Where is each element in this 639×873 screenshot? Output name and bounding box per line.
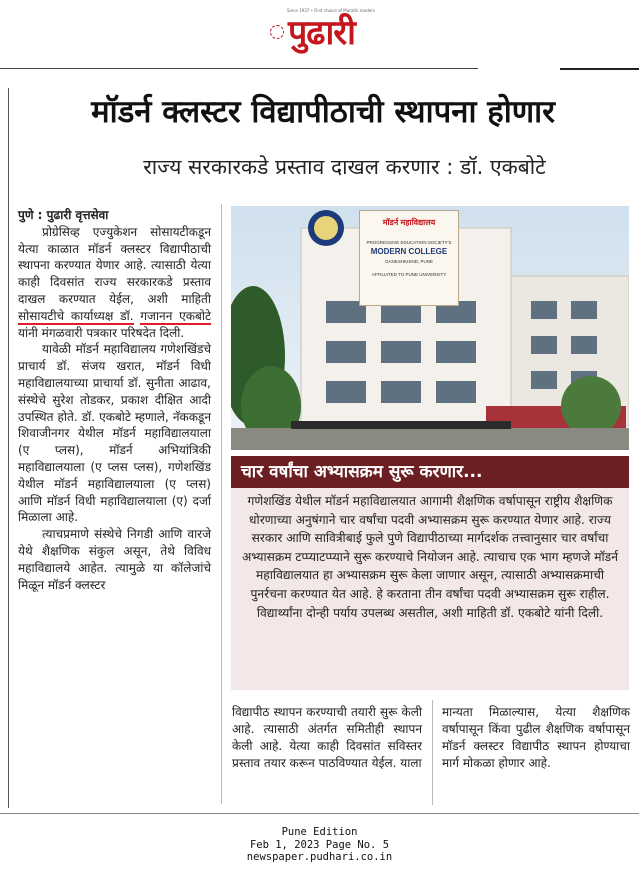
sign-line-2: PROGRESSIVE EDUCATION SOCIETY'S — [366, 240, 452, 245]
article-paragraph-2: यावेळी मॉडर्न महाविद्यालय गणेशखिंडचे प्राचार्य डॉ. संजय खरात, मॉडर्न विधी महाविद्यालयाच्या प्राचार्या डॉ. सुनीता आढाव, संस्थेचे सुरेश तोडकर, प्रकाश दीक्षित आदी उपस्थित होते. डॉ. एकबोटे म्हणाले, नॅककडून शिवाजीनगर येथील मॉडर्न महाविद्यालयाला (ए प्लस), मॉडर्न अभियांत्रिकी महाविद्यालयाला (ए प्लस प्लस), गणेशखिंड येथील मॉडर्न महाविद्यालयाला (ए प्लस) आणि मॉडर्न विधी महाविद्यालयाला (ए) दर्जा मिळाला आहे. — [18, 342, 211, 525]
masthead — [0, 0, 639, 70]
sign-line-1: मॉडर्न महाविद्यालय — [382, 218, 436, 227]
sign-line-5: AFFILIATED TO PUNE UNIVERSITY — [371, 272, 447, 277]
paragraph-1-text: प्रोग्रेसिव्ह एज्युकेशन सोसायटीकडून येत्या काळात मॉडर्न क्लस्टर विद्यापीठाची स्थापना करण्यात येणार आहे. त्यासाठी येत्या काही दिवसांत राज्य सरकारकडे प्रस्ताव दाखल करण्यात येईल, अशी माहिती — [18, 224, 211, 306]
bottom-rule — [0, 813, 639, 814]
article-paragraph-3: त्याचप्रमाणे संस्थेचे निगडी आणि वारजे येथे शैक्षणिक संकुल असून, तेथे विविध महाविद्यालये आहेत. त्यामुळे या कॉलेजांचे मिळून मॉडर्न क्लस्टर — [18, 527, 211, 592]
column-divider-left — [221, 204, 222, 804]
college-building-photo — [231, 206, 629, 450]
sign-line-4: GANESHKHIND, PUNE — [384, 259, 433, 264]
article-headline: मॉडर्न क्लस्टर विद्यापीठाची स्थापना होणार — [91, 94, 555, 130]
article-dateline: पुणे : पुढारी वृत्तसेवा — [18, 208, 109, 222]
footer-url[interactable]: newspaper.pudhari.co.in — [246, 851, 393, 863]
logo-emblem-icon — [270, 25, 284, 39]
article-left-column — [18, 207, 211, 593]
highlighted-name-line-2: गजानन एकबोटे — [140, 308, 211, 323]
paragraph-1-ending: यांनी मंगळवारी पत्रकार परिषदेत दिली. — [18, 325, 185, 340]
top-rule-right — [560, 68, 639, 70]
sign-line-3: MODERN COLLEGE — [370, 247, 448, 256]
top-rule-left — [0, 68, 478, 69]
sidebar-box — [231, 456, 629, 690]
page-footer — [0, 826, 639, 864]
left-margin-line — [8, 88, 9, 808]
masthead-tagline: Since 1937 • First choice of Marathi readers — [287, 8, 375, 13]
footer-edition: Pune Edition — [281, 826, 358, 838]
article-column-3: मान्यता मिळाल्यास, येत्या शैक्षणिक वर्षापासून किंवा पुढील शैक्षणिक वर्षापासून मॉडर्न क्लस्टर विद्यापीठ स्थापन होण्याचा मार्ग मोकळा होणार आहे. — [442, 705, 630, 770]
college-signboard — [359, 210, 459, 306]
article-column-2: विद्यापीठ स्थापन करण्याची तयारी सुरू केली आहे. त्यासाठी अंतर्गत समितीही स्थापन केली आहे. येत्या काही दिवसांत सविस्तर प्रस्ताव तयार करून पाठविण्यात येईल. याला — [232, 705, 422, 770]
sidebar-body: गणेशखिंड येथील मॉडर्न महाविद्यालयात आगामी शैक्षणिक वर्षापासून राष्ट्रीय शैक्षणिक धोरणाच्या अनुषंगाने चार वर्षांचा पदवी अभ्यासक्रम सुरू करण्यात येणार आहे. राज्य सरकार आणि सावित्रीबाई फुले पुणे विद्यापीठाच्या मार्गदर्शक तत्त्वानुसार चार वर्षांचा अभ्यासक्रम टप्प्याटप्प्याने सुरू करण्याचे नियोजन आहे. त्याचाच एक भाग म्हणजे मॉडर्न महाविद्यालयात हा अभ्यासक्रम सुरू केला जाणार असून, त्यासाठी अभ्यासक्रमाची पुनर्रचना करण्यात येत आहे. हे करताना तीन वर्षांचा पदवी अभ्यासक्रम सुरू राहील. विद्यार्थ्यांना दोन्ही पर्याय उपलब्ध असतील, अशी माहिती डॉ. एकबोटे यांनी दिली. — [242, 494, 618, 620]
sidebar-title: चार वर्षांचा अभ्यासक्रम सुरू करणार... — [231, 456, 629, 488]
highlighted-name-line-1: सोसायटीचे कार्याध्यक्ष डॉ. — [18, 308, 134, 323]
article-subheadline: राज्य सरकारकडे प्रस्ताव दाखल करणार : डॉ. एकबोटे — [143, 155, 546, 179]
article-paragraph-1 — [18, 224, 211, 342]
newspaper-logo: पुढारी — [288, 13, 355, 53]
column-divider-right — [432, 700, 433, 805]
footer-date-page: Feb 1, 2023 Page No. 5 — [249, 838, 390, 851]
